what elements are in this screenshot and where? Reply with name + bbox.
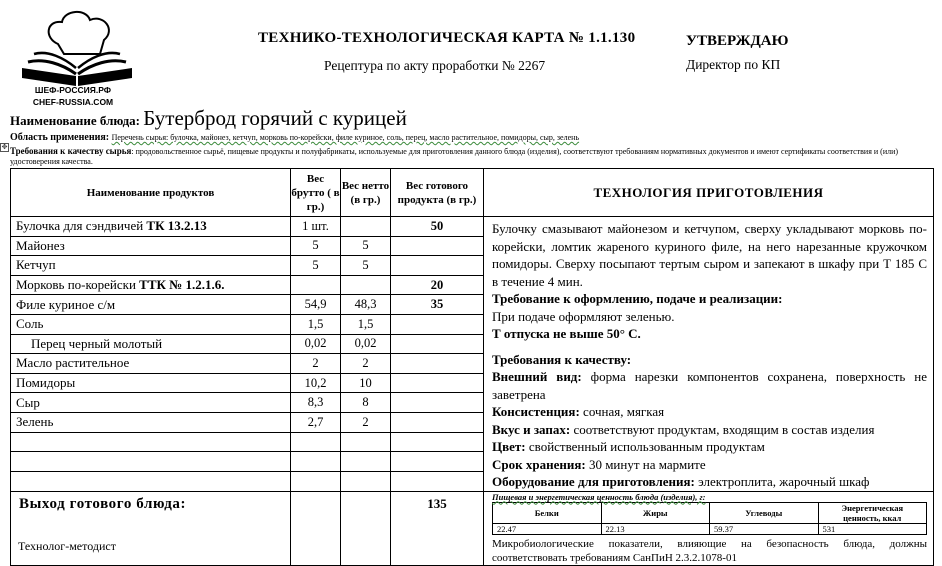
empty-cell — [11, 471, 291, 491]
ingredient-gross: 5 — [291, 236, 341, 256]
dish-heading — [10, 106, 407, 131]
nutrition-header-row — [493, 502, 927, 523]
ingredient-row — [11, 217, 934, 237]
ingredient-gross: 1,5 — [291, 314, 341, 334]
ingredient-net: 5 — [341, 236, 391, 256]
ingredient-ref: ТТК № 1.2.1.6. — [139, 277, 225, 293]
ingredient-gross: 1 шт. — [291, 217, 341, 237]
consistency-line — [492, 403, 927, 421]
storage-label: Срок хранения: — [492, 456, 586, 472]
ingredient-label: Майонез — [16, 237, 65, 253]
empty-cell — [291, 452, 341, 472]
ingredient-name — [11, 256, 291, 276]
table-header-row — [11, 169, 934, 217]
taste-text: соответствуют продуктам, входящим в состав изделия — [570, 421, 875, 437]
ingredient-net: 2 — [341, 354, 391, 374]
ingredient-ready: 50 — [391, 217, 484, 237]
ingredient-label: Помидоры — [16, 375, 76, 391]
equipment-label: Оборудование для приготовления: — [492, 474, 695, 489]
dish-name: Бутерброд горячий с курицей — [143, 106, 407, 130]
logo-line-ru: ШЕФ-РОССИЯ.РФ — [34, 85, 112, 95]
ingredient-net: 2 — [341, 412, 391, 432]
empty-cell — [391, 471, 484, 491]
color-text: свойственный использованным продуктам — [525, 439, 765, 454]
ingredient-ref: ТК 13.2.13 — [146, 218, 207, 234]
ingredient-gross: 2 — [291, 354, 341, 374]
taste-line — [492, 421, 927, 439]
output-net — [341, 491, 391, 565]
ingredient-name — [11, 236, 291, 256]
ingredient-ready — [391, 236, 484, 256]
ingredient-net: 10 — [341, 373, 391, 393]
equipment-line — [492, 473, 927, 491]
ingredient-label: Булочка для сэндвичей — [16, 218, 144, 234]
ingredient-label: Зелень — [16, 414, 54, 430]
header-ready: Вес готового продукта (в гр.) — [391, 169, 484, 217]
ingredient-gross: 54,9 — [291, 295, 341, 315]
recipe-act: Рецептура по акту проработки № 2267 — [324, 58, 546, 73]
ingredient-label: Соль — [16, 316, 44, 332]
raw-quality-requirements — [10, 147, 935, 166]
look-label: Внешний вид: — [492, 369, 582, 384]
ingredient-gross: 5 — [291, 256, 341, 276]
color-label: Цвет: — [492, 439, 526, 454]
ingredient-ready — [391, 373, 484, 393]
micro-indicators: Микробиологические показатели, влияющие на безопасность блюда, должны соответствовать требованиям СанПиН 2.3.2.1078-01 — [492, 537, 927, 564]
ingredient-label: Филе куриное с/м — [16, 296, 116, 312]
nutrition-header: Углеводы — [710, 502, 819, 523]
nutrition-value: 59.37 — [710, 523, 819, 534]
ingredient-label: Кетчуп — [16, 257, 56, 273]
header-product: Наименование продуктов — [11, 169, 291, 217]
ingredient-ready — [391, 256, 484, 276]
nutrition-value: 22.47 — [493, 523, 602, 534]
logo-line-en: CHEF-RUSSIA.COM — [32, 97, 114, 107]
empty-cell — [11, 432, 291, 452]
ingredient-label: Морковь по-корейски — [16, 277, 136, 293]
nutrition-value: 22.13 — [601, 523, 710, 534]
ingredient-net: 48,3 — [341, 295, 391, 315]
recipe-table — [10, 168, 934, 566]
ingredient-name — [11, 217, 291, 237]
ingredient-gross: 10,2 — [291, 373, 341, 393]
header-gross: Вес брутто ( в гр.) — [291, 169, 341, 217]
serve-title: Требование к оформлению, подаче и реализации: — [492, 291, 783, 306]
logo-text — [10, 84, 136, 108]
ingredient-name — [11, 412, 291, 432]
technology-cell — [484, 217, 934, 492]
ingredient-name — [11, 334, 291, 354]
ingredient-ready — [391, 412, 484, 432]
header-net: Вес нетто (в гр.) — [341, 169, 391, 217]
ingredient-name — [11, 314, 291, 334]
empty-cell — [391, 452, 484, 472]
ingredient-label: Перец черный молотый — [31, 335, 163, 351]
ingredient-name — [11, 354, 291, 374]
area-value: Перечень сырья: булочка, майонез, кетчуп, морковь по-корейски, филе куриное, соль, перец, масло растительное, помидоры, сыр, зелень — [111, 133, 580, 142]
ingredient-ready — [391, 393, 484, 413]
ingredient-ready: 35 — [391, 295, 484, 315]
tech-intro: Булочку смазывают майонезом и кетчупом, сверху укладывают морковь по-корейски, ломтик жареного куриного филе, на него нарезанные кружочком помидоры. Сверху посыпают тертым сыром и запекают в шкафу при Т 185 С в течение 4 мин. — [492, 221, 927, 289]
equipment-text: электроплита, жарочный шкаф — [694, 474, 870, 489]
nutrition-value-row — [493, 523, 927, 534]
approve-label: УТВЕРЖДАЮ — [686, 33, 789, 49]
req-text: : продовольственное сырьё, пищевые продукты и полуфабрикаты, используемые для приготовления данного блюда (изделия), соответствуют требованиям нормативных документов и имеют сертификаты соответствия и (или) удостоверения качества. — [10, 147, 899, 166]
card-title: ТЕХНИКО-ТЕХНОЛОГИЧЕСКАЯ КАРТА № 1.1.130 — [258, 30, 636, 46]
empty-cell — [291, 432, 341, 452]
header-technology: ТЕХНОЛОГИЯ ПРИГОТОВЛЕНИЯ — [484, 169, 934, 217]
nutrition-table — [492, 502, 927, 535]
look-line — [492, 368, 927, 403]
ingredient-net — [341, 275, 391, 295]
look-text: форма нарезки компонентов сохранена, поверхность не заветрена — [492, 369, 927, 402]
color-line — [492, 438, 927, 456]
ingredient-name — [11, 373, 291, 393]
nutrition-header: Жиры — [601, 502, 710, 523]
empty-cell — [341, 471, 391, 491]
output-gross — [291, 491, 341, 565]
consistency-label: Консистенция: — [492, 404, 580, 419]
area-label: Область применения: — [10, 132, 110, 143]
storage-line — [492, 456, 927, 474]
technologist-label: Технолог-методист — [18, 539, 116, 553]
ingredient-gross: 2,7 — [291, 412, 341, 432]
empty-cell — [341, 432, 391, 452]
nutrition-value: 531 — [818, 523, 927, 534]
empty-cell — [341, 452, 391, 472]
quality-title: Требования к качеству: — [492, 351, 632, 367]
ingredient-name — [11, 275, 291, 295]
serve-temp: Т отпуска не выше 50° С. — [492, 326, 641, 341]
move-handle-icon[interactable]: ✥ — [1, 143, 8, 151]
nutrition-caption: Пищевая и энергетическая ценность блюда (изделия), г: — [492, 491, 706, 502]
ingredient-ready: 20 — [391, 275, 484, 295]
ingredient-net: 8 — [341, 393, 391, 413]
consistency-text: сочная, мягкая — [579, 404, 665, 419]
storage-text: 30 минут на мармите — [585, 456, 706, 472]
ingredient-gross — [291, 275, 341, 295]
ingredient-ready — [391, 334, 484, 354]
ingredient-gross: 0,02 — [291, 334, 341, 354]
empty-cell — [291, 471, 341, 491]
req-label: Требования к качеству сырья — [10, 146, 132, 156]
output-label: Выход готового блюда: — [11, 491, 291, 565]
output-row — [11, 491, 934, 565]
ingredient-label: Сыр — [16, 394, 40, 410]
ingredient-gross: 8,3 — [291, 393, 341, 413]
nutrition-header: Белки — [493, 502, 602, 523]
ingredient-net — [341, 217, 391, 237]
ingredient-name — [11, 295, 291, 315]
ingredient-ready — [391, 314, 484, 334]
ingredient-net: 5 — [341, 256, 391, 276]
output-value: 135 — [391, 491, 484, 565]
ingredient-net: 0,02 — [341, 334, 391, 354]
nutrition-cell — [484, 491, 934, 565]
taste-label: Вкус и запах: — [492, 421, 571, 437]
serve-text: При подаче оформляют зеленью. — [492, 308, 675, 324]
dish-label: Наименование блюда: — [10, 113, 140, 128]
nutrition-header: Энергетическая ценность, ккал — [818, 502, 927, 523]
ingredient-name — [11, 393, 291, 413]
empty-cell — [11, 452, 291, 472]
director-label: Директор по КП — [686, 57, 781, 72]
empty-cell — [391, 432, 484, 452]
ingredient-label: Масло растительное — [16, 355, 130, 371]
application-area — [10, 132, 579, 143]
ingredient-ready — [391, 354, 484, 374]
ingredient-net: 1,5 — [341, 314, 391, 334]
